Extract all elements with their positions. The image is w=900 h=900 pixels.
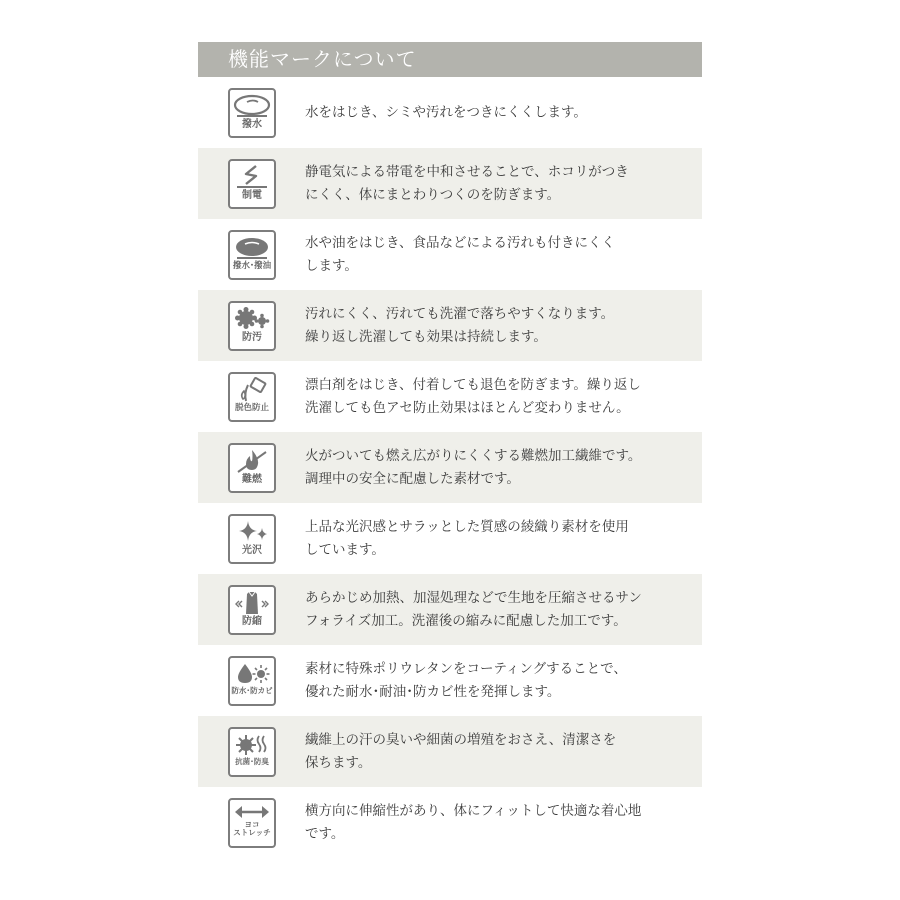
feature-row-horizontal-stretch xyxy=(198,787,702,858)
water-drop-mold-icon: 防水･防カビ xyxy=(228,656,276,706)
feature-description: あらかじめ加熱、加湿処理などで生地を圧縮させるサン フォライズ加工。洗濯後の縮みに配慮した加工です。 xyxy=(305,589,642,629)
feature-row-shrink-resistant xyxy=(198,574,702,645)
feature-description: 静電気による帯電を中和させることで、ホコリがつき にくく、体にまとわりつくのを防ぎます。 xyxy=(305,163,629,203)
feature-description: 横方向に伸縮性があり、体にフィットして快適な着心地 です。 xyxy=(305,802,642,842)
feature-row-flame-retardant xyxy=(198,432,702,503)
feature-row-water-oil-repellent xyxy=(198,219,702,290)
feature-description: 火がついても燃え広がりにくくする難燃加工繊維です。 調理中の安全に配慮した素材です。 xyxy=(305,447,642,487)
feature-description: 繊維上の汗の臭いや細菌の増殖をおさえ、清潔さを 保ちます。 xyxy=(305,731,617,771)
feature-row-stain-resistant xyxy=(198,290,702,361)
antistatic-icon: 制電 xyxy=(228,159,276,209)
feature-description: 漂白剤をはじき、付着しても退色を防ぎます。繰り返し 洗濯しても色アセ防止効果はほとんど変わりません。 xyxy=(305,376,641,416)
feature-row-waterproof-mildewproof xyxy=(198,645,702,716)
water-oil-repellent-icon: 撥水･撥油 xyxy=(228,230,276,280)
feature-row-antistatic xyxy=(198,148,702,219)
flame-icon: 難燃 xyxy=(228,443,276,493)
shrink-resistant-icon: 防縮 xyxy=(228,585,276,635)
feature-description: 水をはじき、シミや汚れをつきにくくします。 xyxy=(305,104,587,120)
feature-description: 上品な光沢感とサラッとした質感の綾織り素材を使用 しています。 xyxy=(305,518,629,558)
feature-row-water-repellent xyxy=(198,77,702,148)
stain-resistant-icon: 防汚 xyxy=(228,301,276,351)
bleach-bottle-icon: 脱色防止 xyxy=(228,372,276,422)
feature-row-fade-resistant xyxy=(198,361,702,432)
panel-title: 機能マークについて xyxy=(198,42,702,77)
feature-description: 水や油をはじき、食品などによる汚れも付きにくく します。 xyxy=(305,234,615,274)
feature-description: 素材に特殊ポリウレタンをコーティングすることで、 優れた耐水･耐油･防カビ性を発揮します。 xyxy=(305,660,627,700)
sparkle-icon: 光沢 xyxy=(228,514,276,564)
feature-row-luster xyxy=(198,503,702,574)
feature-row-antibacterial-deodorant xyxy=(198,716,702,787)
horizontal-stretch-icon: ヨコ ストレッチ xyxy=(228,798,276,848)
function-mark-panel xyxy=(198,42,702,858)
water-repellent-icon: 撥水 xyxy=(228,88,276,138)
feature-description: 汚れにくく、汚れても洗濯で落ちやすくなります。 繰り返し洗濯しても効果は持続します。 xyxy=(305,305,615,345)
antibacterial-odor-icon: 抗菌･防臭 xyxy=(228,727,276,777)
